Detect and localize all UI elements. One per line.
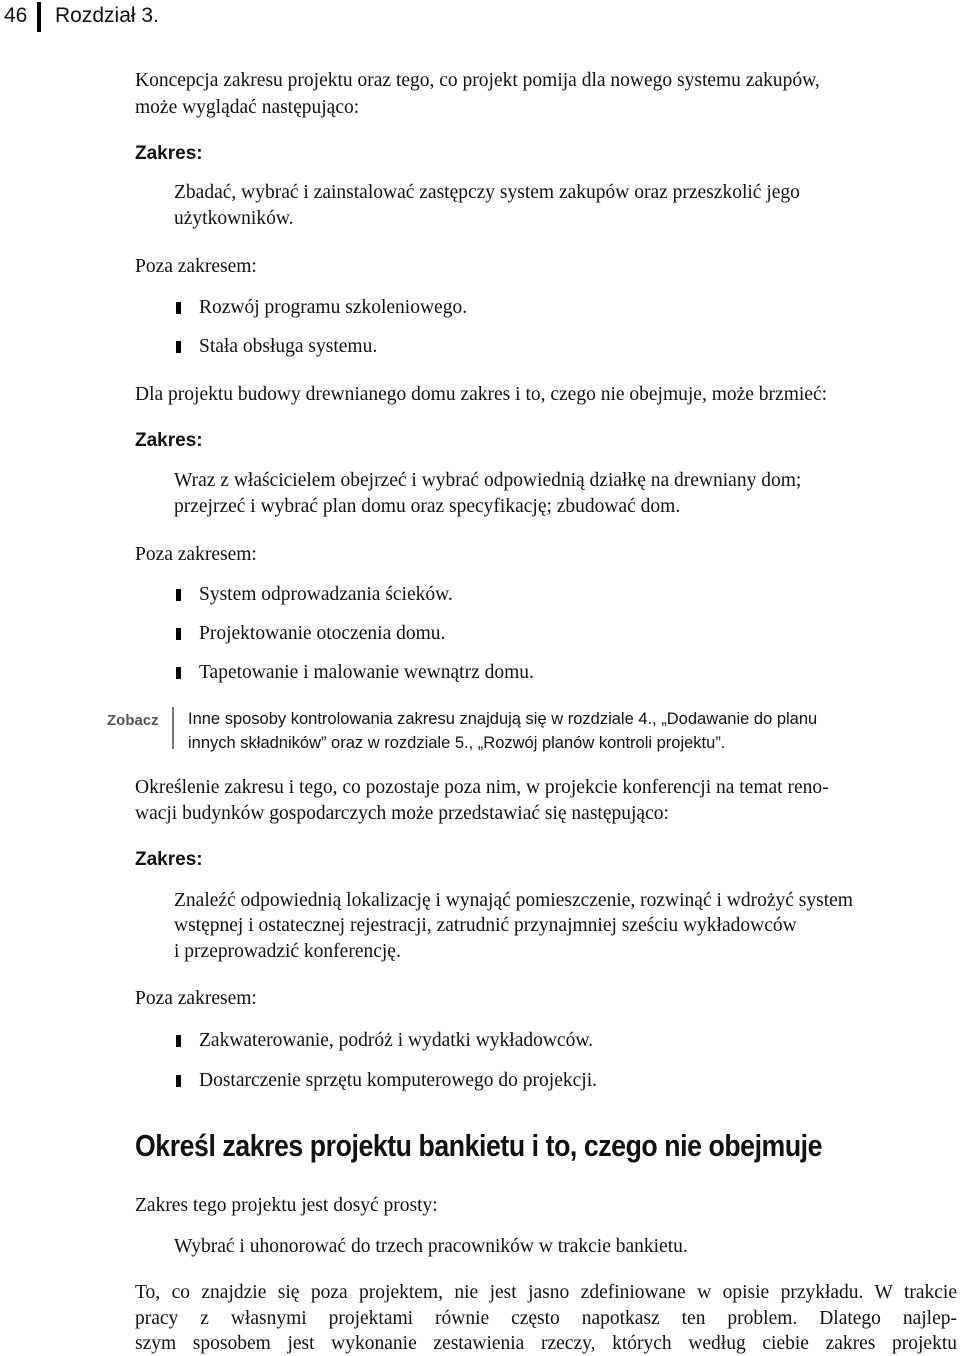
s3-bullet-1: Zakwaterowanie, podróż i wydatki wykładowców. (199, 1030, 594, 1051)
note-label: Zobacz (107, 712, 159, 729)
s3-scope-label: Zakres: (135, 849, 203, 870)
section-heading: Określ zakres projektu bankietu i to, czego nie obejmuje (135, 1128, 823, 1163)
s1-intro-line2: może wyglądać następująco: (135, 97, 360, 118)
s2-bullet-2: Projektowanie otoczenia domu. (199, 623, 446, 644)
s3-out-label: Poza zakresem: (135, 988, 257, 1009)
s2-scope-label: Zakres: (135, 430, 203, 451)
s2-intro: Dla projektu budowy drewnianego domu zakres i to, czego nie obejmuje, może brzmieć: (135, 384, 828, 405)
s2-bullet-1: System odprowadzania ścieków. (199, 584, 453, 605)
s4-intro: Zakres tego projektu jest dosyć prosty: (135, 1195, 438, 1216)
chapter-title: Rozdział 3. (55, 4, 159, 27)
bullet-marker (176, 341, 181, 353)
s1-bullet-2: Stała obsługa systemu. (199, 336, 378, 357)
s1-scope-line1: Zbadać, wybrać i zainstalować zastępczy system zakupów oraz przeszkolić jego (174, 182, 800, 203)
s1-out-label: Poza zakresem: (135, 256, 257, 277)
bullet-marker (176, 667, 181, 679)
s2-out-label: Poza zakresem: (135, 544, 257, 565)
note-line2: innych składników” oraz w rozdziale 5., „Rozwój planów kontroli projektu”. (188, 734, 726, 752)
s1-scope-line2: użytkowników. (174, 208, 294, 229)
bullet-marker (176, 302, 181, 314)
bullet-marker (176, 1035, 181, 1047)
s1-intro-line1: Koncepcja zakresu projektu oraz tego, co projekt pomija dla nowego systemu zakupów, (135, 70, 820, 91)
note-line1: Inne sposoby kontrolowania zakresu znajdują się w rozdziale 4., „Dodawanie do planu (188, 710, 818, 728)
s2-scope-line2: przejrzeć i wybrać plan domu oraz specyfikację; zbudować dom. (174, 496, 681, 517)
header-divider (37, 2, 41, 32)
s2-bullet-3: Tapetowanie i malowanie wewnątrz domu. (199, 662, 534, 683)
s3-bullet-2: Dostarczenie sprzętu komputerowego do projekcji. (199, 1070, 597, 1091)
s3-intro-line1: Określenie zakresu i tego, co pozostaje poza nim, w projekcie konferencji na temat reno- (135, 777, 829, 798)
s1-scope-label: Zakres: (135, 143, 203, 164)
s4-scope-text: Wybrać i uhonorować do trzech pracowników w trakcie bankietu. (174, 1236, 688, 1257)
bullet-marker (176, 1075, 181, 1087)
s4-para-line3: szym sposobem jest wykonanie zestawienia rzeczy, których według ciebie zakres projektu (135, 1333, 957, 1354)
bullet-marker (176, 589, 181, 601)
s2-scope-line1: Wraz z właścicielem obejrzeć i wybrać odpowiednią działkę na drewniany dom; (174, 470, 802, 491)
s4-para-line2: pracy z własnymi projektami równie często napotkasz ten problem. Dlatego najlep- (135, 1308, 957, 1329)
s4-para-line1: To, co znajdzie się poza projektem, nie jest jasno zdefiniowane w opisie przykładu. W trakcie (135, 1282, 957, 1303)
s1-bullet-1: Rozwój programu szkoleniowego. (199, 297, 468, 318)
page-number: 46 (4, 4, 28, 27)
s3-scope-line1: Znaleźć odpowiednią lokalizację i wynająć pomieszczenie, rozwinąć i wdrożyć system (174, 890, 853, 911)
bullet-marker (176, 628, 181, 640)
s3-scope-line3: i przeprowadzić konferencję. (174, 941, 401, 962)
s3-scope-line2: wstępnej i ostatecznej rejestracji, zatrudnić przynajmniej sześciu wykładowców (174, 915, 797, 936)
s3-intro-line2: wacji budynków gospodarczych może przedstawiać się następująco: (135, 803, 669, 824)
note-divider (172, 707, 174, 749)
